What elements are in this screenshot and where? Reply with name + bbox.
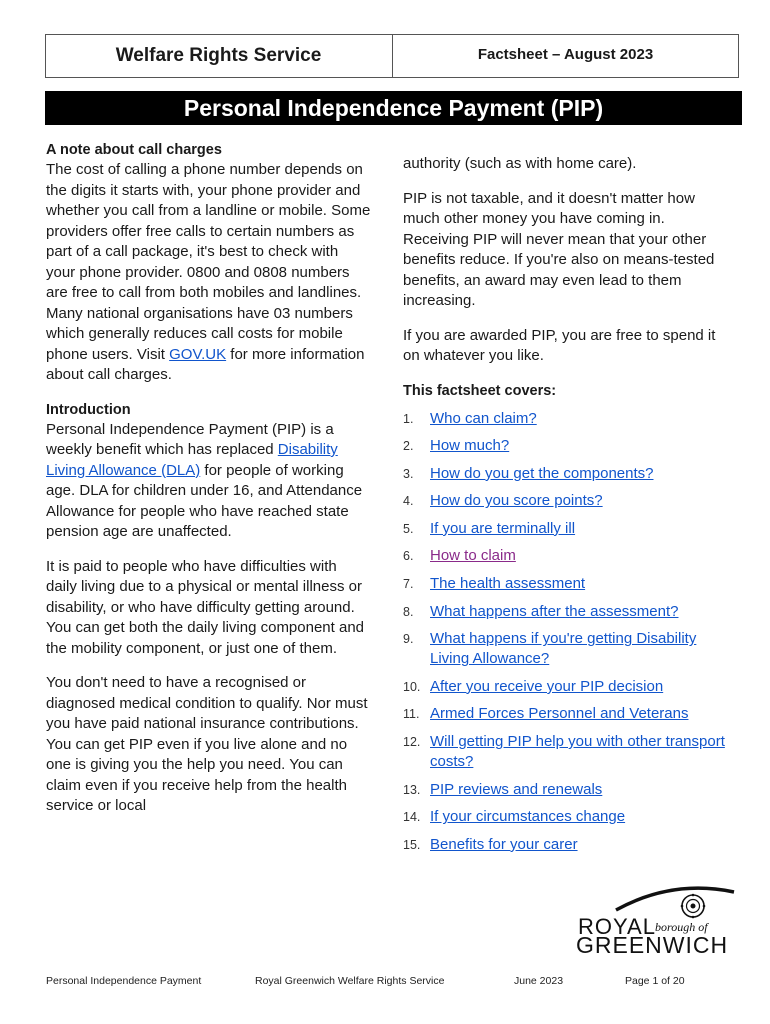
toc-item bbox=[403, 464, 733, 484]
toc-link[interactable]: What happens after the assessment? bbox=[430, 602, 679, 620]
covers-heading: This factsheet covers: bbox=[403, 382, 557, 399]
toc-item bbox=[403, 732, 733, 772]
toc-number: 2. bbox=[403, 439, 414, 454]
toc-item bbox=[403, 409, 733, 429]
toc-link[interactable]: How to claim bbox=[430, 547, 516, 565]
crest-icon bbox=[681, 894, 706, 919]
toc-number: 5. bbox=[403, 521, 414, 536]
logo-swoosh bbox=[616, 888, 734, 910]
toc-item bbox=[403, 704, 733, 724]
dla-link[interactable]: Disability Living Allowance (DLA) bbox=[46, 441, 338, 479]
toc-number: 13. bbox=[403, 782, 421, 797]
toc-number: 6. bbox=[403, 549, 414, 564]
toc-link[interactable]: How much? bbox=[430, 437, 510, 455]
footer-doc-name: Personal Independence Payment bbox=[46, 975, 202, 987]
toc-item bbox=[403, 780, 733, 800]
toc-number: 7. bbox=[403, 577, 414, 592]
toc-number: 11. bbox=[403, 707, 420, 722]
toc-link[interactable]: PIP reviews and renewals bbox=[430, 780, 603, 798]
toc-item bbox=[403, 436, 733, 456]
taxable-paragraph: PIP is not taxable, and it doesn't matter how much other money you have coming in. Receiving PIP will never mean that your other benefits reduce. If you're also on means-tested benefits, an award may even lead to them increasing. bbox=[403, 189, 715, 309]
right-column bbox=[403, 154, 733, 862]
page-title: Personal Independence Payment (PIP) bbox=[45, 91, 742, 125]
call-charges-paragraph bbox=[46, 160, 371, 386]
gov-uk-link[interactable]: GOV.UK bbox=[169, 345, 227, 363]
logo-borough-text: borough of bbox=[655, 920, 708, 934]
introduction-paragraph-1 bbox=[46, 420, 371, 543]
toc-link[interactable]: If your circumstances change bbox=[430, 808, 626, 826]
toc-item bbox=[403, 574, 733, 594]
service-name: Welfare Rights Service bbox=[115, 45, 322, 66]
toc-link[interactable]: Who can claim? bbox=[430, 409, 537, 427]
toc-item bbox=[403, 629, 733, 669]
toc-link[interactable]: After you receive your PIP decision bbox=[430, 677, 664, 695]
call-charges-text-end: for more information about call charges. bbox=[46, 345, 365, 383]
toc-item bbox=[403, 491, 733, 511]
left-column bbox=[46, 140, 371, 817]
toc-number: 8. bbox=[403, 604, 414, 619]
toc-number: 3. bbox=[403, 466, 414, 481]
footer-page-number: Page 1 of 20 bbox=[625, 975, 685, 987]
introduction-paragraph-2: It is paid to people who have difficulties with daily living due to a physical or mental illness or disability, or who have difficulty getting around. You can get both the daily living component and the mobility component, or just one of them. bbox=[46, 557, 365, 657]
toc-link[interactable]: How do you get the components? bbox=[430, 464, 654, 482]
toc-number: 15. bbox=[403, 837, 421, 852]
spend-paragraph: If you are awarded PIP, you are free to spend it on whatever you like. bbox=[403, 326, 716, 364]
intro-text-end: for people of working age. DLA for children under 16, and Attendance Allowance for people who have reached state pension age are unaffected. bbox=[46, 461, 363, 540]
introduction-heading: Introduction bbox=[46, 401, 131, 418]
toc-number: 4. bbox=[403, 494, 414, 509]
footer-service: Royal Greenwich Welfare Rights Service bbox=[255, 975, 445, 987]
table-of-contents bbox=[403, 409, 733, 855]
toc-link[interactable]: Armed Forces Personnel and Veterans bbox=[430, 705, 689, 723]
intro-text: Personal Independence Payment (PIP) is a weekly benefit which has replaced bbox=[46, 420, 334, 458]
toc-item bbox=[403, 602, 733, 622]
toc-link[interactable]: If you are terminally ill bbox=[430, 519, 576, 537]
toc-link[interactable]: How do you score points? bbox=[430, 492, 603, 510]
toc-item bbox=[403, 546, 733, 566]
continuation-text: authority (such as with home care). bbox=[403, 155, 637, 172]
toc-link[interactable]: Benefits for your carer bbox=[430, 835, 578, 853]
factsheet-date: Factsheet – August 2023 bbox=[477, 45, 654, 63]
toc-item bbox=[403, 519, 733, 539]
toc-item bbox=[403, 677, 733, 697]
logo-royal-text: ROYAL bbox=[578, 914, 656, 939]
toc-number: 9. bbox=[403, 632, 414, 647]
logo-greenwich-text: GREENWICH bbox=[576, 932, 729, 958]
toc-link[interactable]: What happens if you're getting Disability Living Allowance? bbox=[430, 630, 697, 668]
toc-number: 12. bbox=[403, 735, 421, 750]
call-charges-heading: A note about call charges bbox=[46, 142, 222, 158]
toc-number: 14. bbox=[403, 810, 421, 825]
footer-date: June 2023 bbox=[514, 975, 564, 987]
call-charges-text: The cost of calling a phone number depends on the digits it starts with, your phone provider and whether you call from a landline or mobile. Some providers offer free calls to certain numbers as part of a call package, it's best to check with your phone provider. 0800 and 0808 numbers are free to call from both mobiles and landlines. Many national organisations have 03 numbers which generally reduces call costs for mobile phone users. Visit bbox=[46, 161, 371, 363]
toc-item bbox=[403, 835, 733, 855]
toc-number: 10. bbox=[403, 679, 421, 694]
toc-item bbox=[403, 807, 733, 827]
toc-link[interactable]: Will getting PIP help you with other transport costs? bbox=[430, 733, 725, 771]
introduction-paragraph-3: You don't need to have a recognised or diagnosed medical condition to qualify. Nor must you have paid national insurance contributions. You can get PIP even if you live alone and no one is giving you the help you need. You can claim even if you receive help from the health service or local bbox=[46, 674, 368, 814]
toc-number: 1. bbox=[403, 411, 414, 426]
toc-link[interactable]: The health assessment bbox=[430, 575, 586, 593]
